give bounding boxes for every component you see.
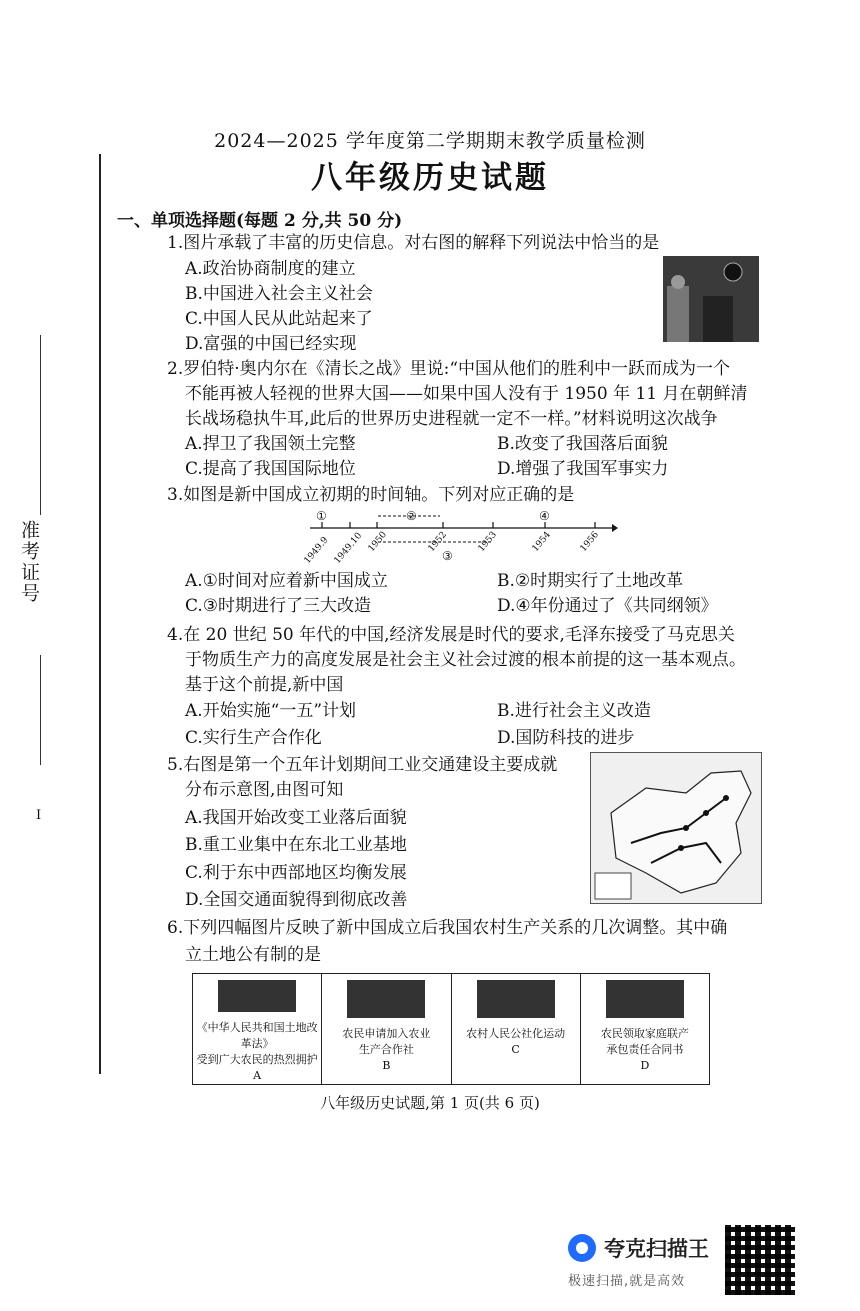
timeline-year-2: 1949.10 xyxy=(332,530,365,566)
q6-letter-b: B xyxy=(382,1059,391,1072)
q6-caption-c-line1: 农村人民公社化运动 xyxy=(466,1027,566,1040)
q3-timeline xyxy=(300,508,620,568)
q4-option-c: C.实行生产合作化 xyxy=(185,728,322,748)
scanner-watermark xyxy=(568,1233,709,1263)
q3-option-c: C.③时期进行了三大改造 xyxy=(185,596,372,616)
timeline-year-1: 1949.9 xyxy=(302,535,331,566)
q4-stem-line1: 4.在 20 世纪 50 年代的中国,经济发展是时代的要求,毛泽东接受了马克思关 xyxy=(167,625,735,645)
exam-subtitle: 2024—2025 学年度第二学期期末教学质量检测 xyxy=(214,130,646,152)
q1-option-c: C.中国人民从此站起来了 xyxy=(185,309,373,329)
q6-stem-line1: 6.下列四幅图片反映了新中国成立后我国农村生产关系的几次调整。其中确 xyxy=(167,918,728,938)
q6-photo-d xyxy=(606,980,684,1018)
q2-option-a: A.捍卫了我国领土完整 xyxy=(185,434,356,454)
q6-cell-b xyxy=(322,974,451,1084)
q5-stem-line1: 5.右图是第一个五年计划期间工业交通建设主要成就 xyxy=(167,755,558,775)
q4-option-a: A.开始实施“一五”计划 xyxy=(185,701,357,721)
q5-option-d: D.全国交通面貌得到彻底改善 xyxy=(185,890,408,910)
q1-stem: 1.图片承载了丰富的历史信息。对右图的解释下列说法中恰当的是 xyxy=(167,233,660,253)
timeline-marker-1: ① xyxy=(316,509,327,523)
exam-number-label: 准考证号 xyxy=(18,520,40,604)
q1-option-b: B.中国进入社会主义社会 xyxy=(185,284,373,304)
q2-option-d: D.增强了我国军事实力 xyxy=(497,459,669,479)
q6-letter-a: A xyxy=(253,1069,262,1082)
q6-cell-c xyxy=(452,974,581,1084)
q1-option-a: A.政治协商制度的建立 xyxy=(185,259,356,279)
binding-line xyxy=(99,154,101,1074)
page-footer: 八年级历史试题,第 1 页(共 6 页) xyxy=(320,1094,540,1112)
q4-stem-line2: 于物质生产力的高度发展是社会主义社会过渡的根本前提的这一基本观点。 xyxy=(185,650,746,670)
q6-caption-b-line2: 生产合作社 xyxy=(358,1043,414,1056)
q6-caption-a-line1: 《中华人民共和国土地改革法》 xyxy=(196,1021,318,1050)
qr-code-icon xyxy=(725,1225,795,1295)
q4-stem-line3: 基于这个前提,新中国 xyxy=(185,675,344,695)
q6-caption-a-line2: 受到广大农民的热烈拥护 xyxy=(196,1053,318,1066)
q6-stem-line2: 立土地公有制的是 xyxy=(185,945,321,965)
q2-option-b: B.改变了我国落后面貌 xyxy=(497,434,668,454)
q6-caption-d-line1: 农民领取家庭联产 xyxy=(600,1027,689,1040)
q5-option-b: B.重工业集中在东北工业基地 xyxy=(185,835,407,855)
scanner-logo-icon xyxy=(568,1234,596,1262)
timeline-year-5: 1953 xyxy=(476,529,500,554)
q6-cell-a xyxy=(193,974,322,1084)
q5-option-a: A.我国开始改变工业落后面貌 xyxy=(185,808,407,828)
scanner-slogan: 极速扫描,就是高效 xyxy=(568,1274,686,1289)
q2-stem-line3: 长战场稳执牛耳,此后的世界历史进程就一定不一样。”材料说明这次战争 xyxy=(185,409,718,429)
exam-number-blank-line xyxy=(40,655,41,765)
q4-option-b: B.进行社会主义改造 xyxy=(497,701,651,721)
exam-title: 八年级历史试题 xyxy=(311,160,549,196)
timeline-year-3: 1950 xyxy=(366,529,390,554)
timeline-marker-4: ④ xyxy=(539,509,550,523)
timeline-marker-3: ③ xyxy=(442,549,453,563)
timeline-year-7: 1956 xyxy=(578,529,602,554)
q4-option-d: D.国防科技的进步 xyxy=(497,728,635,748)
scanner-name: 夸克扫描王 xyxy=(604,1237,709,1261)
q6-picture-table xyxy=(192,973,710,1085)
q5-option-c: C.利于东中西部地区均衡发展 xyxy=(185,863,407,883)
q3-option-a: A.①时间对应着新中国成立 xyxy=(185,571,388,591)
q6-cell-d xyxy=(581,974,709,1084)
timeline-marker-2: ② xyxy=(406,509,417,523)
q2-option-c: C.提高了我国国际地位 xyxy=(185,459,356,479)
q5-stem-line2: 分布示意图,由图可知 xyxy=(185,780,344,800)
timeline-year-4: 1952 xyxy=(426,529,450,554)
q6-letter-d: D xyxy=(640,1059,650,1072)
q3-stem: 3.如图是新中国成立初期的时间轴。下列对应正确的是 xyxy=(167,485,575,505)
q1-photo xyxy=(663,256,759,342)
section-title: 一、单项选择题(每题 2 分,共 50 分) xyxy=(117,211,403,231)
q6-photo-a xyxy=(218,980,296,1012)
q5-map xyxy=(590,752,762,904)
timeline-year-6: 1954 xyxy=(530,529,554,554)
q6-caption-b-line1: 农民申请加入农业 xyxy=(342,1027,431,1040)
margin-mark: I xyxy=(36,808,42,823)
q2-stem-line1: 2.罗伯特·奥内尔在《清长之战》里说:“中国从他们的胜利中一跃而成为一个 xyxy=(167,359,731,379)
q6-photo-c xyxy=(477,980,555,1018)
q6-letter-c: C xyxy=(511,1043,520,1056)
q6-caption-d-line2: 承包责任合同书 xyxy=(606,1043,684,1056)
name-blank-line xyxy=(40,335,41,515)
q6-photo-b xyxy=(347,980,425,1018)
q2-stem-line2: 不能再被人轻视的世界大国——如果中国人没有于 1950 年 11 月在朝鲜清 xyxy=(185,384,748,404)
q3-option-d: D.④年份通过了《共同纲领》 xyxy=(497,596,718,616)
q1-option-d: D.富强的中国已经实现 xyxy=(185,334,357,354)
q3-option-b: B.②时期实行了土地改革 xyxy=(497,571,684,591)
